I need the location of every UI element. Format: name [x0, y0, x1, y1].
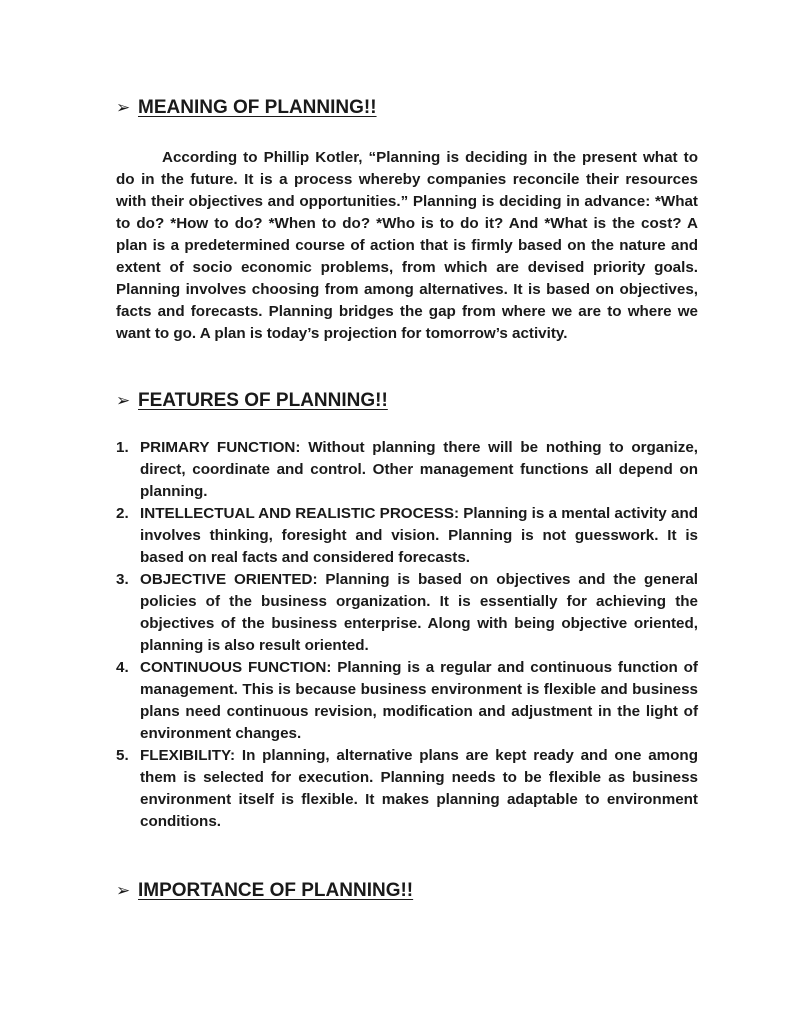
list-number: 1.: [116, 439, 129, 456]
list-item-text: OBJECTIVE ORIENTED: Planning is based on objectives and the general policies of the business organization. It is essentially for achieving the objectives of the business enterprise. Along with being objective oriented, planning is also result oriented.: [140, 571, 698, 654]
list-item-text: FLEXIBILITY: In planning, alternative plans are kept ready and one among them is selected for execution. Planning needs to be flexible as business environment itself is flexible. It makes planning adaptable to environment conditions.: [140, 747, 698, 830]
list-item-text: CONTINUOUS FUNCTION: Planning is a regular and continuous function of management. This is because business environment is flexible and business plans need continuous revision, modification and adjustment in the light of environment changes.: [140, 659, 698, 742]
list-number: 4.: [116, 659, 129, 676]
heading-title: IMPORTANCE OF PLANNING!!: [138, 880, 414, 901]
list-number: 2.: [116, 505, 129, 522]
list-number: 3.: [116, 571, 129, 588]
list-item: [116, 745, 698, 833]
list-item-text: PRIMARY FUNCTION: Without planning there will be nothing to organize, direct, coordinate and control. Other management functions all depend on planning.: [140, 439, 698, 500]
arrow-bullet-icon: ➢: [116, 391, 131, 410]
section-heading-importance: [116, 879, 698, 903]
section-heading-meaning: [116, 96, 698, 120]
list-item: [116, 657, 698, 745]
list-item: [116, 437, 698, 503]
arrow-bullet-icon: ➢: [116, 881, 131, 900]
section-heading-features: [116, 389, 698, 413]
heading-title: FEATURES OF PLANNING!!: [138, 390, 388, 411]
list-item-text: INTELLECTUAL AND REALISTIC PROCESS: Planning is a mental activity and involves thinking, foresight and vision. Planning is not guesswork. It is based on real facts and considered forecasts.: [140, 505, 698, 566]
document-page: [116, 92, 698, 903]
features-list: [116, 437, 698, 833]
list-number: 5.: [116, 747, 129, 764]
list-item: [116, 503, 698, 569]
arrow-bullet-icon: ➢: [116, 98, 131, 117]
list-item: [116, 569, 698, 657]
meaning-paragraph: According to Phillip Kotler, “Planning is deciding in the present what to do in the future. It is a process whereby companies reconcile their resources with their objectives and opportunities.” Planning is deciding in advance: *What to do? *How to do? *When to do? *Who is to do it? And *What is the cost? A plan is a predetermined course of action that is firmly based on the nature and extent of socio economic problems, from which are devised priority goals. Planning involves choosing from among alternatives. It is based on objectives, facts and forecasts. Planning bridges the gap from where we are to where we want to go. A plan is today’s projection for tomorrow’s activity.: [116, 149, 698, 342]
heading-title: MEANING OF PLANNING!!: [138, 97, 377, 118]
